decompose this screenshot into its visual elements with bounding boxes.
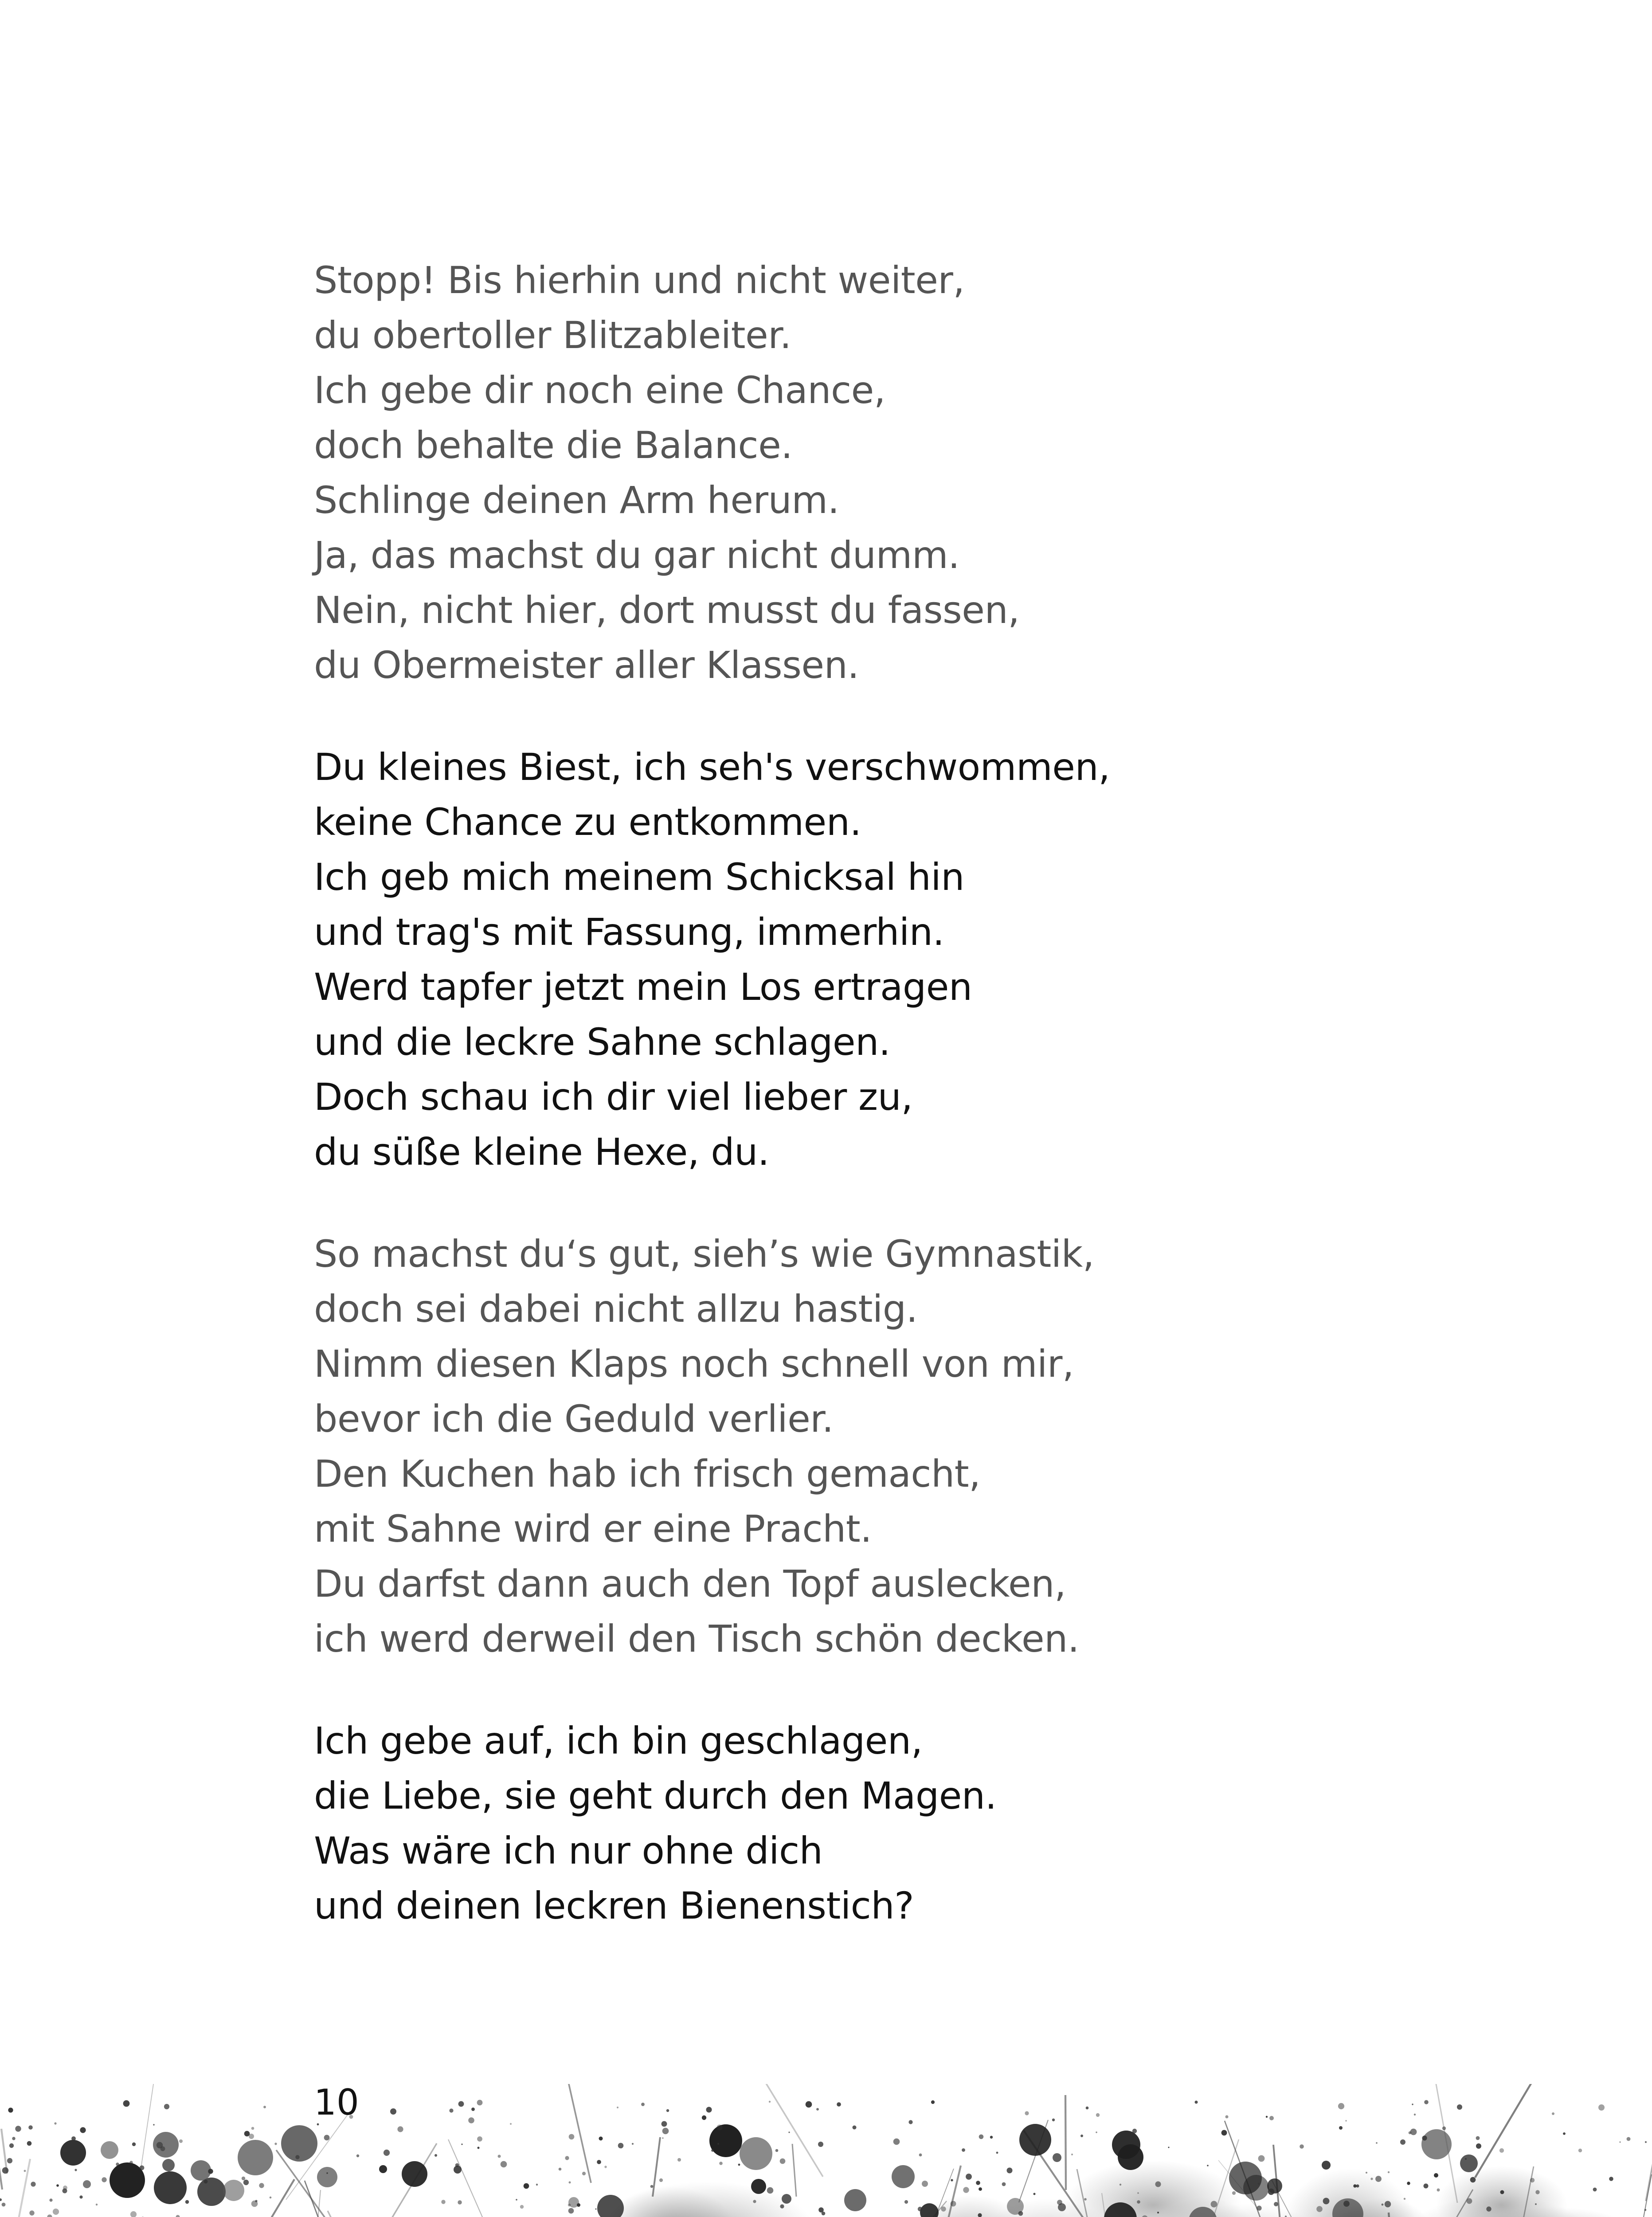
poem-line: du obertoller Blitzableiter. — [314, 313, 791, 357]
poem-line: Du darfst dann auch den Topf auslecken, — [314, 1562, 1066, 1606]
poem-line: Den Kuchen hab ich frisch gemacht, — [314, 1452, 981, 1496]
poem-line: Ja, das machst du gar nicht dumm. — [314, 533, 960, 577]
poem-line: Ich gebe dir noch eine Chance, — [314, 368, 886, 412]
poem-line: Nimm diesen Klaps noch schnell von mir, — [314, 1342, 1074, 1386]
poem — [314, 253, 1467, 1933]
poem-line: keine Chance zu entkommen. — [314, 800, 861, 844]
poem-line: du Obermeister aller Klassen. — [314, 643, 859, 687]
poem-line: Nein, nicht hier, dort musst du fassen, — [314, 588, 1020, 632]
poem-line: Was wäre ich nur ohne dich — [314, 1829, 823, 1872]
poem-line: und deinen leckren Bienenstich? — [314, 1884, 914, 1927]
poem-line: und die leckre Sahne schlagen. — [314, 1020, 891, 1064]
stanza-2 — [314, 740, 1467, 1179]
poem-line: Ich geb mich meinem Schicksal hin — [314, 855, 964, 899]
poem-line: Werd tapfer jetzt mein Los ertragen — [314, 965, 972, 1009]
stanza-1 — [314, 253, 1467, 693]
stanza-3 — [314, 1226, 1467, 1666]
stanza-4 — [314, 1713, 1467, 1933]
poem-line: mit Sahne wird er eine Pracht. — [314, 1507, 872, 1551]
poem-line: doch behalte die Balance. — [314, 423, 793, 467]
poem-line: Stopp! Bis hierhin und nicht weiter, — [314, 259, 965, 302]
poem-line: Doch schau ich dir viel lieber zu, — [314, 1075, 913, 1119]
poem-line: ich werd derweil den Tisch schön decken. — [314, 1617, 1080, 1661]
poem-line: So machst du‘s gut, sieh’s wie Gymnastik, — [314, 1232, 1094, 1276]
poem-line: doch sei dabei nicht allzu hastig. — [314, 1287, 918, 1331]
page-number: 10 — [314, 2082, 359, 2123]
poem-line: Du kleines Biest, ich seh's verschwommen, — [314, 745, 1110, 789]
poem-line: Ich gebe auf, ich bin geschlagen, — [314, 1719, 923, 1763]
poem-line: und trag's mit Fassung, immerhin. — [314, 910, 944, 954]
poem-line: die Liebe, sie geht durch den Magen. — [314, 1774, 997, 1817]
poem-line: bevor ich die Geduld verlier. — [314, 1397, 834, 1441]
poem-line: Schlinge deinen Arm herum. — [314, 478, 839, 522]
poem-line: du süße kleine Hexe, du. — [314, 1130, 770, 1174]
ink-splatter-border — [0, 2084, 1652, 2217]
